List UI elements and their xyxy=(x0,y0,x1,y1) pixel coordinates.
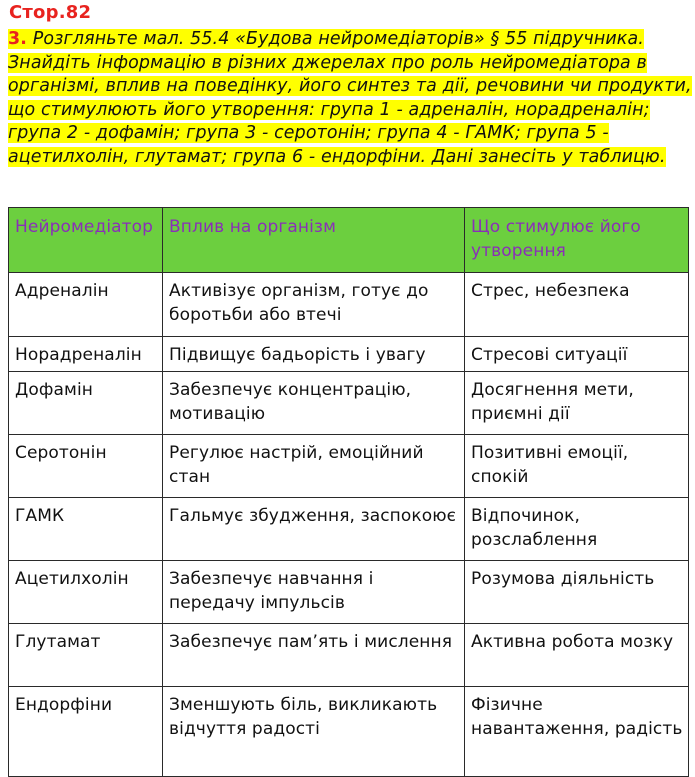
cell-effect: Зменшують біль, викликають відчуття радості xyxy=(163,687,465,777)
cell-stimulus: Розумова діяльність xyxy=(465,561,689,624)
cell-name: Ендорфіни xyxy=(9,687,163,777)
header-stimulus: Що стимулює його утворення xyxy=(465,208,689,273)
task-text: Розгляньте мал. 55.4 «Будова нейромедіаторів» § 55 підручника. Знайдіть інформацію в різних джерелах про роль нейромедіатора в організмі, вплив на поведінку, його синтез та дії, речовини чи продукти, що стимулюють його утворення: група 1 - адреналін, норадреналін; група 2 - дофамін; група 3 - серотонін; група 4 - ГАМК; група 5 - ацетилхолін, глутамат; група 6 - ендорфіни. Дані занесіть у таблицю. xyxy=(8,29,692,167)
page-reference: Стор.82 xyxy=(9,2,92,23)
task-statement xyxy=(8,28,693,170)
cell-effect: Забезпечує пам’ять і мислення xyxy=(163,624,465,687)
table-row xyxy=(9,372,689,435)
cell-name: Глутамат xyxy=(9,624,163,687)
cell-stimulus: Досягнення мети, приємні дії xyxy=(465,372,689,435)
cell-name: Норадреналін xyxy=(9,337,163,372)
cell-name: Серотонін xyxy=(9,435,163,498)
table-header-row xyxy=(9,208,689,273)
header-effect: Вплив на організм xyxy=(163,208,465,273)
cell-effect: Забезпечує концентрацію, мотивацію xyxy=(163,372,465,435)
table-row xyxy=(9,561,689,624)
cell-name: Ацетилхолін xyxy=(9,561,163,624)
cell-name: Дофамін xyxy=(9,372,163,435)
cell-stimulus: Відпочинок, розслаблення xyxy=(465,498,689,561)
table-row xyxy=(9,624,689,687)
header-neurotransmitter: Нейромедіатор xyxy=(9,208,163,273)
cell-effect: Активізує організм, готує до боротьби або втечі xyxy=(163,273,465,337)
cell-effect: Забезпечує навчання і передачу імпульсів xyxy=(163,561,465,624)
table-row xyxy=(9,687,689,777)
cell-stimulus: Стресові ситуації xyxy=(465,337,689,372)
cell-name: ГАМК xyxy=(9,498,163,561)
task-number: 3. xyxy=(8,29,28,49)
cell-effect: Підвищує бадьорість і увагу xyxy=(163,337,465,372)
table-row xyxy=(9,435,689,498)
table-row xyxy=(9,273,689,337)
cell-effect: Гальмує збудження, заспокоює xyxy=(163,498,465,561)
cell-stimulus: Стрес, небезпека xyxy=(465,273,689,337)
cell-stimulus: Позитивні емоції, спокій xyxy=(465,435,689,498)
cell-stimulus: Активна робота мозку xyxy=(465,624,689,687)
cell-effect: Регулює настрій, емоційний стан xyxy=(163,435,465,498)
cell-stimulus: Фізичне навантаження, радість xyxy=(465,687,689,777)
table-row xyxy=(9,337,689,372)
table-row xyxy=(9,498,689,561)
task-highlight xyxy=(8,29,692,167)
cell-name: Адреналін xyxy=(9,273,163,337)
neurotransmitters-table xyxy=(8,207,689,777)
